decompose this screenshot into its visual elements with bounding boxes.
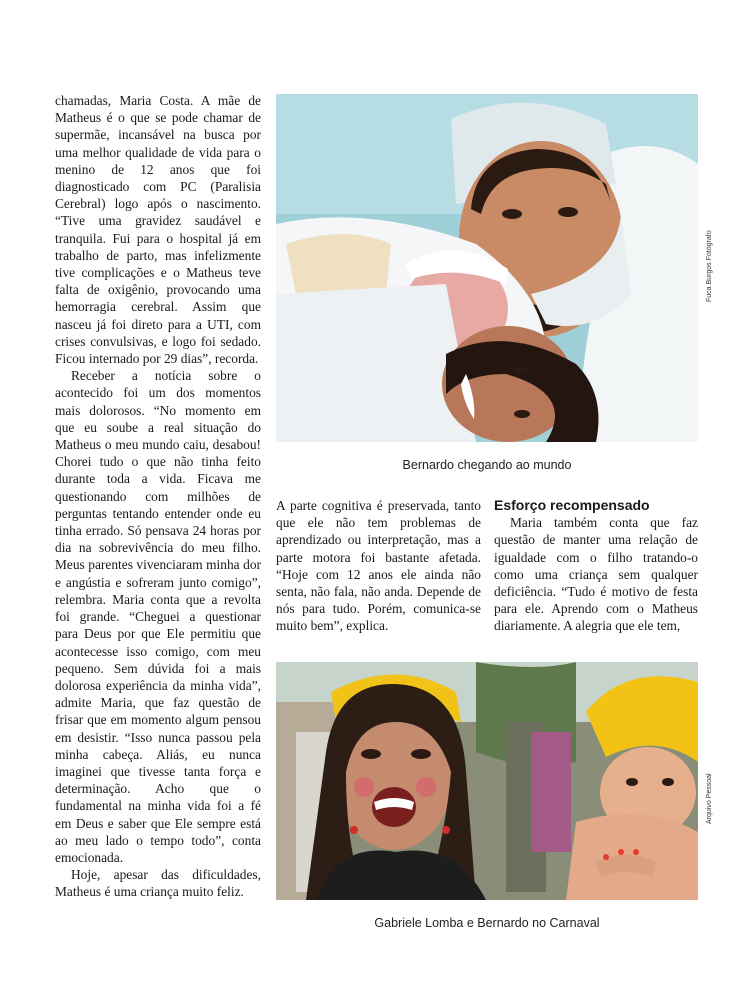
section-heading: Esforço recompensado <box>494 497 650 513</box>
photo-caption-1: Bernardo chegando ao mundo <box>402 458 572 472</box>
photo-credit-1: Fuca Burgos Fotógrafo <box>706 230 713 302</box>
paragraph-1: chamadas, Maria Costa. A mãe de Matheus é o que se pode chamar de supermãe, incansável na busca por uma melhor qualidade de vida para o menino de 12 anos que foi diagnosticado com PC (Paralisia Cerebral) logo após o nascimento. “Tive uma gravidez saudável e tranquila. Fui para o hospital já em trabalho de parto, mas infelizmente tive complicações e o Matheus teve falta de oxigênio, provocando uma hemorragia cerebral. Assim que nasceu já foi direto para a UTI, com crises convulsivas, e logo foi sedado. Ficou internado por 29 dias”, recorda. <box>55 93 261 367</box>
article-middle-column <box>276 497 481 635</box>
photo-carnival <box>276 662 698 900</box>
photo-newborn-with-parents <box>276 94 698 442</box>
photo-credit-2: Arquivo Pessoal <box>706 773 713 824</box>
photo-caption-2: Gabriele Lomba e Bernardo no Carnaval <box>374 916 600 930</box>
paragraph-3: Hoje, apesar das dificuldades, Matheus é uma criança muito feliz. <box>55 867 261 900</box>
article-right-column <box>494 497 698 635</box>
paragraph-4: A parte cognitiva é preservada, tanto que ele não tem problemas de aprendizado ou interpretação, mas a parte motora foi bastante afetada. “Hoje com 12 anos ele ainda não senta, não fala, não anda. Depende de nós para tudo. Porém, comunica-se muito bem”, explica. <box>276 498 481 634</box>
paragraph-5: Maria também conta que faz questão de manter uma relação de igualdade com o filho tratando-o como uma criança sem qualquer deficiência. “Tudo é motivo de festa para ele. Aprendo com o Matheus diariamente. A alegria que ele tem, <box>494 515 698 634</box>
paragraph-2: Receber a notícia sobre o acontecido foi um dos momentos mais dolorosos. “No momento em que eu soube a real situação do Matheus o meu mundo caiu, desabou! Chorei tudo o que não tinha feito durante toda a vida. Ficava me questionando com milhões de perguntas tentando entender onde eu tinha errado. Só pensava 24 horas por dia na sobrevivência do meu filho. Meus parentes vivenciaram minha dor e angústia e sofreram junto comigo”, relembra. Maria conta que a revolta foi grande. “Cheguei a questionar para Deus por que Ele permitiu que acontecesse isso comigo, com meu pequeno. Sem dúvida foi a mais dolorosa experiência da minha vida”, admite Maria, que faz questão de frisar que em momento algum pensou em desistir. “Isso nunca passou pela minha cabeça. Aliás, eu nunca imaginei que tivesse tanta força e determinação. Acho que o fundamental na minha vida foi a fé em Deus e saber que Ele sempre está ao meu lado o tempo todo”, conta emocionada. <box>55 368 261 865</box>
article-left-column <box>55 92 261 901</box>
